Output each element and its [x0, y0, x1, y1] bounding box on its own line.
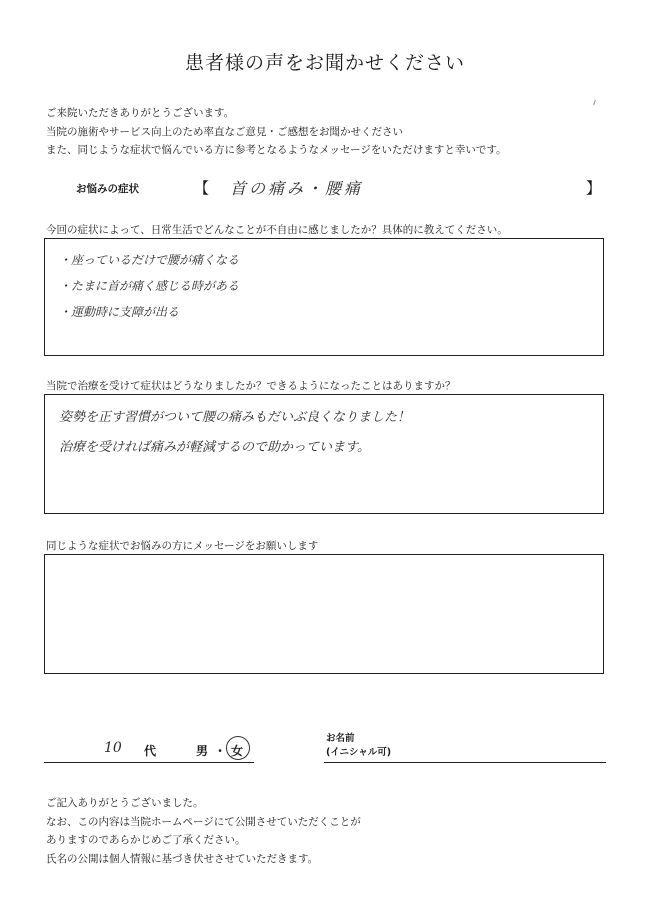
question-2: 当院で治療を受けて症状はどうなりましたか？できるようになったことはありますか？ [46, 380, 456, 392]
name-label-text: お名前 [326, 733, 355, 744]
bracket-open: 【 [194, 179, 210, 197]
closing-line: 氏名の公開は個人情報に基づき伏せさせていただきます。 [46, 852, 319, 865]
closing-text [46, 794, 361, 868]
gender-female[interactable]: 女 [231, 744, 244, 758]
answer-line: 姿勢を正す習慣がついて腰の痛みもだいぶ良くなりました！ [59, 410, 411, 425]
question-1: 今回の症状によって、日常生活でどんなことが不自由に感じましたか？具体的に教えてください。 [46, 224, 508, 236]
age-value[interactable]: 10 [104, 740, 122, 756]
symptom-row [76, 176, 606, 200]
answer-1-text [59, 247, 239, 325]
name-note: (イニシャル可) [326, 747, 392, 758]
name-field[interactable] [324, 762, 606, 763]
bracket-close: 】 [586, 179, 602, 197]
closing-line: なお、この内容は当院ホームページにて公開させていただくことが [46, 815, 361, 828]
answer-box-1[interactable] [44, 238, 604, 356]
age-underline [44, 762, 254, 763]
question-3: 同じような症状でお悩みの方にメッセージをお願いします [46, 540, 319, 552]
page-title: 患者様の声をお聞かせください [184, 52, 465, 74]
age-unit: 代 [144, 744, 157, 758]
answer-line: ・たまに首が痛く感じる時がある [59, 279, 240, 293]
pen-mark [593, 100, 596, 105]
answer-line: ・運動時に支障が出る [59, 305, 180, 319]
name-label [326, 732, 391, 760]
symptom-label: お悩みの症状 [76, 183, 139, 195]
symptom-value[interactable]: 首の痛み・腰痛 [230, 179, 364, 198]
answer-line: ・座っているだけで腰が痛くなる [59, 253, 240, 267]
gender-male[interactable]: 男 [196, 744, 209, 758]
gender-separator: ・ [214, 744, 227, 758]
answer-line: 治療を受ければ痛みが軽減するので助かっています。 [59, 440, 370, 455]
intro-line: 当院の施術やサービス向上のため率直なご意見・ご感想をお聞かせください [46, 125, 403, 138]
closing-line: ご記入ありがとうございました。 [46, 797, 204, 809]
answer-box-2[interactable] [44, 394, 604, 514]
answer-2-text [59, 403, 410, 463]
closing-line: ありますのであらかじめご了承ください。 [46, 834, 246, 846]
intro-line: ご来院いただきありがとうございます。 [46, 107, 235, 119]
intro-text [46, 104, 507, 160]
intro-line: また、同じような症状で悩んでいる方に参考となるようなメッセージをいただけますと幸いです。 [46, 144, 507, 156]
profile-row [44, 734, 606, 768]
answer-box-3[interactable] [44, 554, 604, 674]
